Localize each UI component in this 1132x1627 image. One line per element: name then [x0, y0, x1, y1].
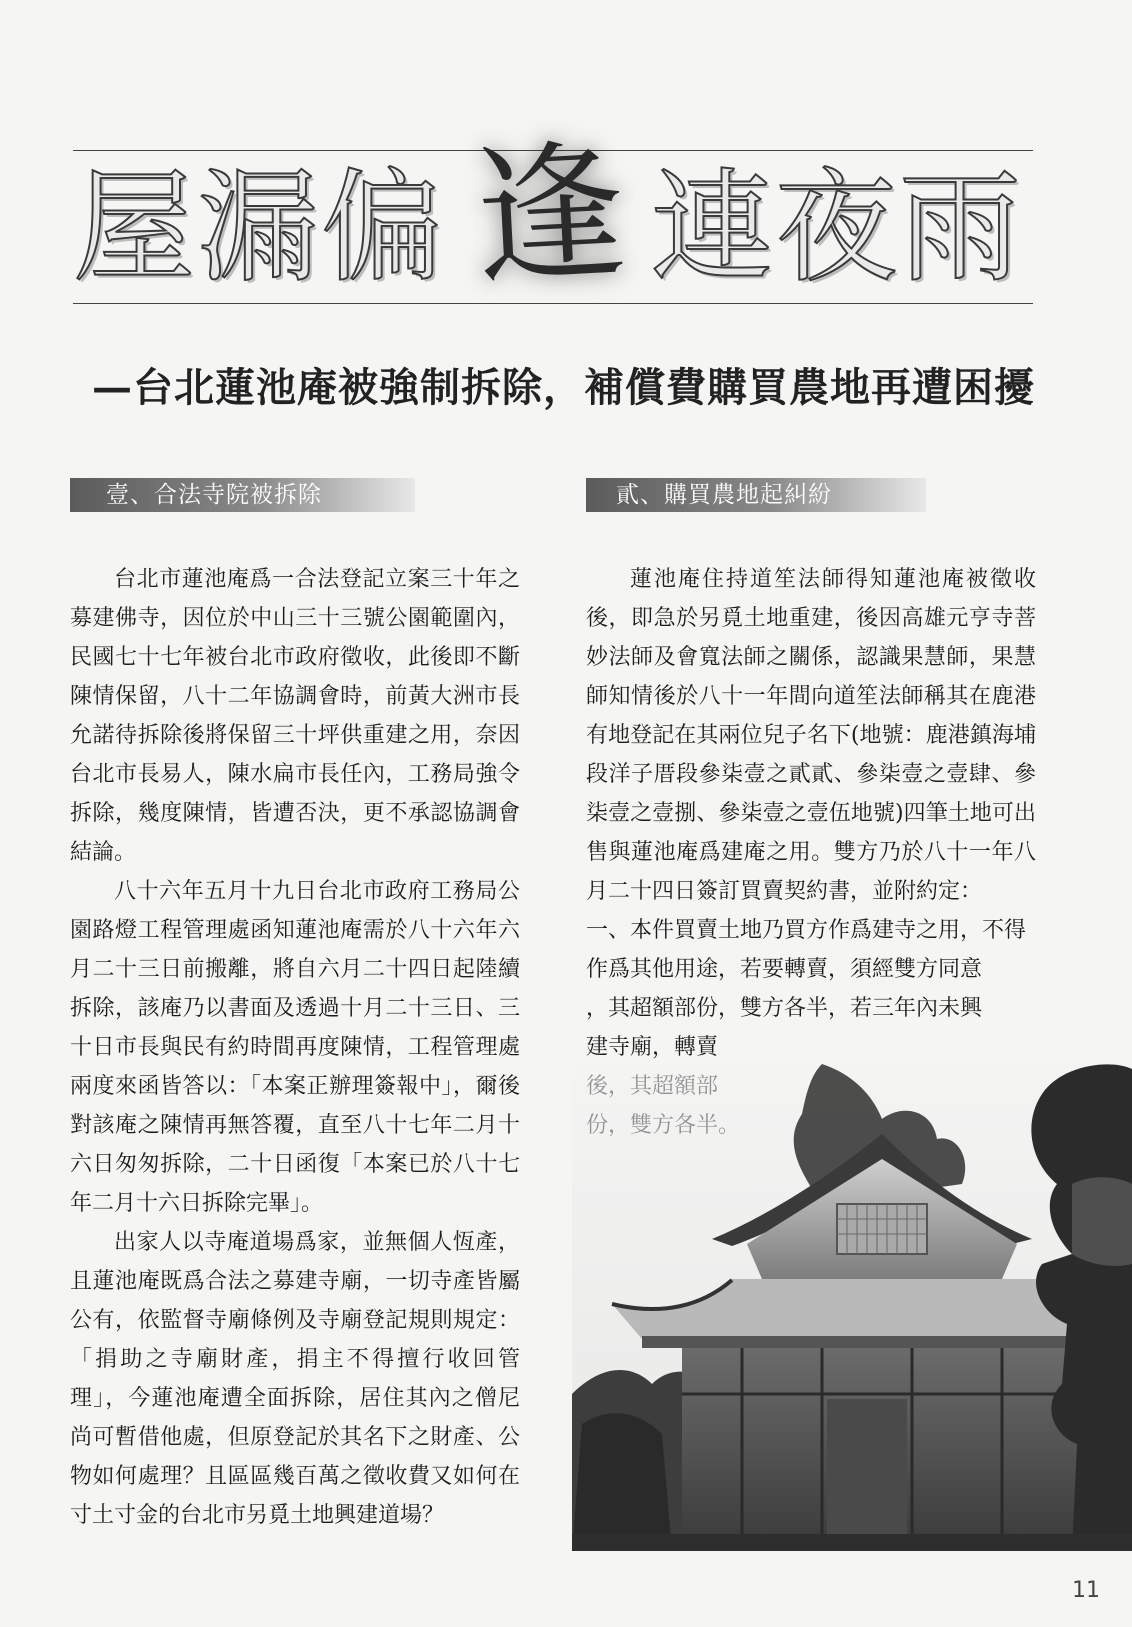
page-title [73, 125, 1033, 307]
title-char: 夜 [775, 157, 900, 299]
right-column [586, 560, 1036, 1145]
paragraph: 八十六年五月十九日台北市政府工務局公園路燈工程管理處函知蓮池庵需於八十六年六月二十三日前搬離，將自六月二十四日起陸續拆除，該庵乃以書面及透過十月二十三日、三十日市長與民有約時間再度陳情，工程管理處兩度來函皆答以：「本案正辦理簽報中」，爾後對該庵之陳情再無答覆，直至八十七年二月十六日匆匆拆除，二十日函復「本案已於八十七年二月十六日拆除完畢」。 [70, 879, 520, 1216]
title-feature-char: 逢 [470, 125, 632, 307]
paragraph: 蓮池庵住持道笙法師得知蓮池庵被徵收後，即急於另覓土地重建，後因高雄元亨寺菩妙法師及會寬法師之關係，認識果慧師，果慧師知情後於八十一年間向道笙法師稱其在鹿港有地登記在其兩位兒子名下(地號：鹿港鎮海埔段洋子厝段參柒壹之貳貳、參柒壹之壹肆、參柒壹之壹捌、參柒壹之壹伍地號)四筆土地可出售與蓮池庵爲建庵之用。雙方乃於八十一年八月二十四日簽訂買賣契約書，並附約定： [586, 567, 1036, 904]
title-rule-bottom [73, 303, 1033, 304]
clause-line: 本件買賣土地乃買方作爲建寺之用，不得 [630, 918, 1027, 943]
paragraph: 出家人以寺庵道場爲家，並無個人恆產，且蓮池庵既爲合法之募建寺廟，一切寺產皆屬公有，依監督寺廟條例及寺廟登記規則規定：「捐助之寺廟財產，捐主不得擅行收回管理」，今蓮池庵遭全面拆除，居住其內之僧尼尚可暫借他處，但原登記於其名下之財產、公物如何處理？且區區幾百萬之徵收費又如何在寸土寸金的台北市另覓土地興建道場？ [70, 1230, 520, 1528]
paragraph: 台北市蓮池庵爲一合法登記立案三十年之募建佛寺，因位於中山三十三號公園範圍內，民國七十七年被台北市政府徵收，此後即不斷陳情保留，八十二年協調會時，前黃大洲市長允諾待拆除後將保留三十坪供重建之用，奈因台北市長易人，陳水扁市長任內，工務局強令拆除，幾度陳情，皆遭否決，更不承認協調會結論。 [70, 567, 520, 865]
title-char: 雨 [899, 157, 1024, 299]
title-char: 漏 [197, 157, 321, 299]
clause-line: 作爲其他用途，若要轉賣，須經雙方同意 [586, 957, 983, 982]
section-heading-1: 壹、合法寺院被拆除 [70, 478, 415, 512]
clause-line: ，其超額部份，雙方各半，若三年內未興 [586, 996, 983, 1021]
clause-marker: 一、 [586, 918, 631, 943]
left-column [70, 560, 520, 1535]
page-number: 11 [1072, 1578, 1100, 1603]
subtitle: —台北蓮池庵被強制拆除，補償費購買農地再遭困擾 [92, 364, 1035, 411]
title-char: 連 [651, 157, 776, 299]
section-heading-2: 貳、購買農地起糾紛 [586, 478, 926, 512]
temple-photo [572, 1064, 1132, 1551]
clause-line: 建寺廟，轉賣 [586, 1035, 719, 1060]
title-char: 屋 [73, 157, 197, 299]
title-char: 偏 [321, 157, 445, 299]
title-banner [73, 125, 1033, 307]
